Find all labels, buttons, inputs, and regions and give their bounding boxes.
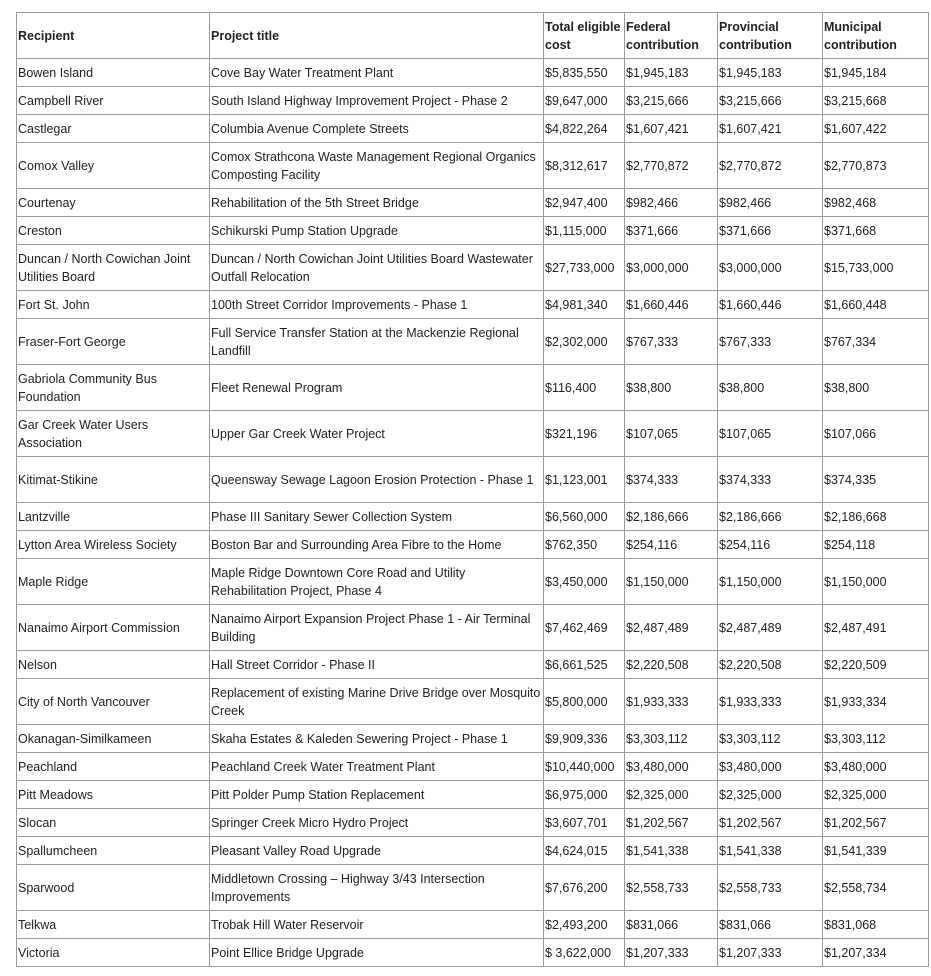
provincial-cell: $3,480,000 [718,753,823,781]
provincial-cell: $374,333 [718,457,823,503]
recipient-cell: Telkwa [17,911,210,939]
table-row [17,189,929,217]
federal-cell: $3,303,112 [625,725,718,753]
total-cost-cell: $ 3,622,000 [544,939,625,967]
project-title-cell: Pleasant Valley Road Upgrade [210,837,544,865]
table-row [17,319,929,365]
project-title-cell: Phase III Sanitary Sewer Collection System [210,503,544,531]
recipient-cell: Creston [17,217,210,245]
provincial-cell: $1,660,446 [718,291,823,319]
provincial-cell: $1,202,567 [718,809,823,837]
municipal-cell: $1,207,334 [823,939,929,967]
recipient-cell: Nelson [17,651,210,679]
federal-cell: $254,116 [625,531,718,559]
total-cost-cell: $2,302,000 [544,319,625,365]
table-row [17,753,929,781]
table-row [17,143,929,189]
table-row [17,115,929,143]
municipal-cell: $2,487,491 [823,605,929,651]
federal-cell: $107,065 [625,411,718,457]
municipal-cell: $2,558,734 [823,865,929,911]
provincial-cell: $767,333 [718,319,823,365]
municipal-cell: $15,733,000 [823,245,929,291]
federal-cell: $831,066 [625,911,718,939]
table-row [17,217,929,245]
total-cost-cell: $1,123,001 [544,457,625,503]
project-title-cell: Cove Bay Water Treatment Plant [210,59,544,87]
header-municipal-contribution: Municipal contribution [823,13,929,59]
table-row [17,939,929,967]
municipal-cell: $2,186,668 [823,503,929,531]
project-title-cell: Nanaimo Airport Expansion Project Phase 1 - Air Terminal Building [210,605,544,651]
municipal-cell: $371,668 [823,217,929,245]
provincial-cell: $1,207,333 [718,939,823,967]
recipient-cell: Bowen Island [17,59,210,87]
recipient-cell: Nanaimo Airport Commission [17,605,210,651]
municipal-cell: $374,335 [823,457,929,503]
recipient-cell: Duncan / North Cowichan Joint Utilities Board [17,245,210,291]
federal-cell: $1,202,567 [625,809,718,837]
provincial-cell: $107,065 [718,411,823,457]
recipient-cell: Castlegar [17,115,210,143]
federal-cell: $3,480,000 [625,753,718,781]
project-title-cell: Queensway Sewage Lagoon Erosion Protection - Phase 1 [210,457,544,503]
federal-cell: $1,933,333 [625,679,718,725]
recipient-cell: Lantzville [17,503,210,531]
provincial-cell: $3,000,000 [718,245,823,291]
total-cost-cell: $4,822,264 [544,115,625,143]
table-row [17,911,929,939]
federal-cell: $38,800 [625,365,718,411]
total-cost-cell: $6,661,525 [544,651,625,679]
total-cost-cell: $7,676,200 [544,865,625,911]
municipal-cell: $3,480,000 [823,753,929,781]
total-cost-cell: $762,350 [544,531,625,559]
table-row [17,781,929,809]
provincial-cell: $982,466 [718,189,823,217]
header-total-eligible-cost: Total eligible cost [544,13,625,59]
federal-cell: $374,333 [625,457,718,503]
municipal-cell: $1,150,000 [823,559,929,605]
municipal-cell: $107,066 [823,411,929,457]
federal-cell: $2,220,508 [625,651,718,679]
table-row [17,725,929,753]
municipal-cell: $2,325,000 [823,781,929,809]
total-cost-cell: $10,440,000 [544,753,625,781]
recipient-cell: Gabriola Community Bus Foundation [17,365,210,411]
total-cost-cell: $1,115,000 [544,217,625,245]
municipal-cell: $1,945,184 [823,59,929,87]
table-row [17,87,929,115]
municipal-cell: $3,215,668 [823,87,929,115]
provincial-cell: $2,325,000 [718,781,823,809]
provincial-cell: $2,487,489 [718,605,823,651]
recipient-cell: Spallumcheen [17,837,210,865]
table-row [17,837,929,865]
table-row [17,559,929,605]
project-title-cell: Rehabilitation of the 5th Street Bridge [210,189,544,217]
table-row [17,531,929,559]
recipient-cell: Maple Ridge [17,559,210,605]
table-row [17,245,929,291]
federal-cell: $1,607,421 [625,115,718,143]
provincial-cell: $2,220,508 [718,651,823,679]
provincial-cell: $1,945,183 [718,59,823,87]
federal-cell: $2,487,489 [625,605,718,651]
municipal-cell: $254,118 [823,531,929,559]
federal-cell: $982,466 [625,189,718,217]
total-cost-cell: $321,196 [544,411,625,457]
recipient-cell: Peachland [17,753,210,781]
project-title-cell: Full Service Transfer Station at the Mackenzie Regional Landfill [210,319,544,365]
project-title-cell: Trobak Hill Water Reservoir [210,911,544,939]
federal-cell: $2,325,000 [625,781,718,809]
municipal-cell: $2,770,873 [823,143,929,189]
header-project-title: Project title [210,13,544,59]
federal-cell: $371,666 [625,217,718,245]
total-cost-cell: $7,462,469 [544,605,625,651]
recipient-cell: Campbell River [17,87,210,115]
table-row [17,457,929,503]
header-federal-contribution: Federal contribution [625,13,718,59]
total-cost-cell: $3,607,701 [544,809,625,837]
total-cost-cell: $2,947,400 [544,189,625,217]
municipal-cell: $1,933,334 [823,679,929,725]
municipal-cell: $2,220,509 [823,651,929,679]
recipient-cell: Fraser-Fort George [17,319,210,365]
project-title-cell: Upper Gar Creek Water Project [210,411,544,457]
total-cost-cell: $27,733,000 [544,245,625,291]
total-cost-cell: $3,450,000 [544,559,625,605]
total-cost-cell: $116,400 [544,365,625,411]
table-row [17,605,929,651]
municipal-cell: $1,202,567 [823,809,929,837]
project-title-cell: Pitt Polder Pump Station Replacement [210,781,544,809]
recipient-cell: Lytton Area Wireless Society [17,531,210,559]
provincial-cell: $254,116 [718,531,823,559]
provincial-cell: $3,215,666 [718,87,823,115]
municipal-cell: $38,800 [823,365,929,411]
total-cost-cell: $4,981,340 [544,291,625,319]
federal-cell: $1,150,000 [625,559,718,605]
federal-cell: $3,215,666 [625,87,718,115]
recipient-cell: City of North Vancouver [17,679,210,725]
provincial-cell: $831,066 [718,911,823,939]
recipient-cell: Victoria [17,939,210,967]
provincial-cell: $1,607,421 [718,115,823,143]
municipal-cell: $1,541,339 [823,837,929,865]
municipal-cell: $1,607,422 [823,115,929,143]
municipal-cell: $982,468 [823,189,929,217]
table-row [17,503,929,531]
federal-cell: $2,558,733 [625,865,718,911]
project-title-cell: Schikurski Pump Station Upgrade [210,217,544,245]
recipient-cell: Slocan [17,809,210,837]
federal-cell: $1,660,446 [625,291,718,319]
project-title-cell: Point Ellice Bridge Upgrade [210,939,544,967]
project-title-cell: Middletown Crossing – Highway 3/43 Intersection Improvements [210,865,544,911]
provincial-cell: $2,770,872 [718,143,823,189]
federal-cell: $767,333 [625,319,718,365]
table-row [17,679,929,725]
total-cost-cell: $6,560,000 [544,503,625,531]
header-provincial-contribution: Provincial contribution [718,13,823,59]
total-cost-cell: $2,493,200 [544,911,625,939]
recipient-cell: Kitimat-Stikine [17,457,210,503]
project-title-cell: Hall Street Corridor - Phase II [210,651,544,679]
recipient-cell: Sparwood [17,865,210,911]
header-row [17,13,929,59]
municipal-cell: $831,068 [823,911,929,939]
total-cost-cell: $6,975,000 [544,781,625,809]
municipal-cell: $3,303,112 [823,725,929,753]
funding-table [16,12,929,967]
project-title-cell: Springer Creek Micro Hydro Project [210,809,544,837]
total-cost-cell: $4,624,015 [544,837,625,865]
project-title-cell: Replacement of existing Marine Drive Bridge over Mosquito Creek [210,679,544,725]
total-cost-cell: $9,909,336 [544,725,625,753]
provincial-cell: $3,303,112 [718,725,823,753]
provincial-cell: $2,558,733 [718,865,823,911]
project-title-cell: 100th Street Corridor Improvements - Phase 1 [210,291,544,319]
federal-cell: $1,945,183 [625,59,718,87]
table-row [17,291,929,319]
recipient-cell: Fort St. John [17,291,210,319]
project-title-cell: Columbia Avenue Complete Streets [210,115,544,143]
provincial-cell: $371,666 [718,217,823,245]
table-row [17,59,929,87]
header-recipient: Recipient [17,13,210,59]
federal-cell: $2,186,666 [625,503,718,531]
table-row [17,865,929,911]
provincial-cell: $1,541,338 [718,837,823,865]
project-title-cell: South Island Highway Improvement Project - Phase 2 [210,87,544,115]
provincial-cell: $38,800 [718,365,823,411]
recipient-cell: Pitt Meadows [17,781,210,809]
total-cost-cell: $5,800,000 [544,679,625,725]
table-body [17,59,929,967]
table-row [17,365,929,411]
federal-cell: $1,207,333 [625,939,718,967]
provincial-cell: $2,186,666 [718,503,823,531]
municipal-cell: $767,334 [823,319,929,365]
provincial-cell: $1,150,000 [718,559,823,605]
federal-cell: $1,541,338 [625,837,718,865]
recipient-cell: Courtenay [17,189,210,217]
total-cost-cell: $9,647,000 [544,87,625,115]
project-title-cell: Peachland Creek Water Treatment Plant [210,753,544,781]
recipient-cell: Okanagan-Similkameen [17,725,210,753]
table-row [17,809,929,837]
recipient-cell: Gar Creek Water Users Association [17,411,210,457]
federal-cell: $3,000,000 [625,245,718,291]
project-title-cell: Comox Strathcona Waste Management Regional Organics Composting Facility [210,143,544,189]
project-title-cell: Maple Ridge Downtown Core Road and Utility Rehabilitation Project, Phase 4 [210,559,544,605]
total-cost-cell: $5,835,550 [544,59,625,87]
project-title-cell: Skaha Estates & Kaleden Sewering Project - Phase 1 [210,725,544,753]
municipal-cell: $1,660,448 [823,291,929,319]
recipient-cell: Comox Valley [17,143,210,189]
provincial-cell: $1,933,333 [718,679,823,725]
project-title-cell: Boston Bar and Surrounding Area Fibre to the Home [210,531,544,559]
project-title-cell: Fleet Renewal Program [210,365,544,411]
table-row [17,411,929,457]
project-title-cell: Duncan / North Cowichan Joint Utilities Board Wastewater Outfall Relocation [210,245,544,291]
total-cost-cell: $8,312,617 [544,143,625,189]
table-row [17,651,929,679]
federal-cell: $2,770,872 [625,143,718,189]
